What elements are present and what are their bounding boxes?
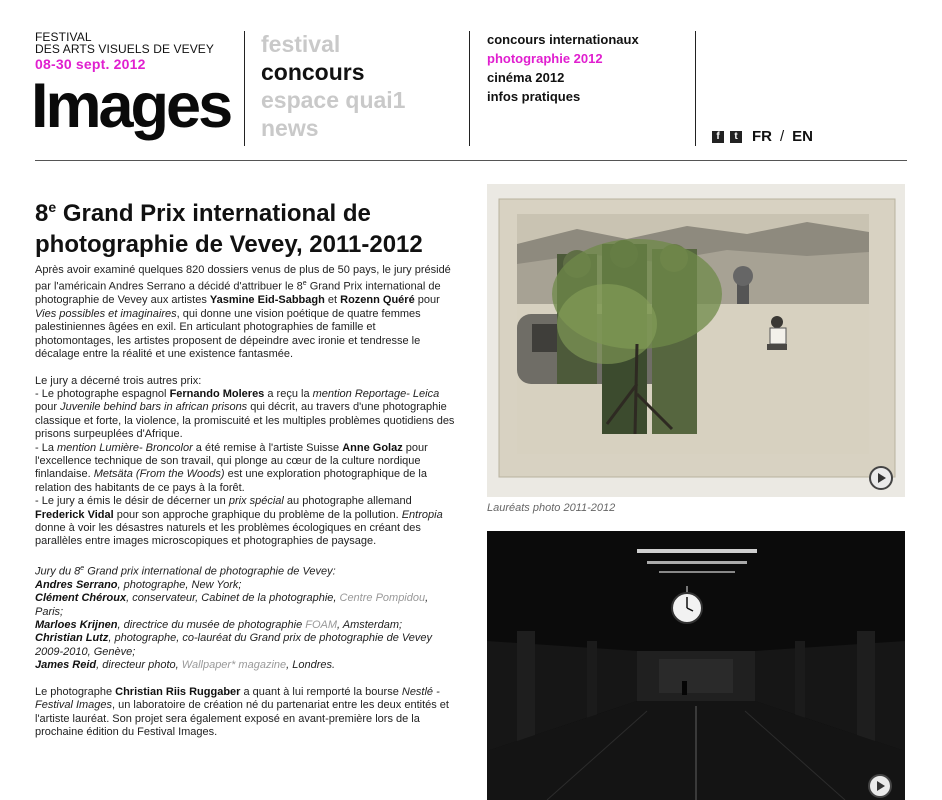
prize-leica: - Le photographe espagnol Fernando Moleres a reçu la mention Reportage- Leica pour Juvenile behind bars in african prisons qui décrit, au travers d'une photographie classique et forte, la violence, la promiscuité et les multiples problèmes quotidiens des prisons surpeuplées d'Afrique. bbox=[35, 387, 455, 441]
jury-member: Clément Chéroux, conservateur, Cabinet de la photographie, Centre Pompidou, Paris; bbox=[35, 592, 429, 618]
social-and-language bbox=[712, 128, 813, 145]
subnav-concours-internationaux[interactable]: concours internationaux bbox=[487, 32, 639, 47]
festival-dates: 08-30 sept. 2012 bbox=[35, 56, 146, 72]
lang-separator: / bbox=[780, 128, 785, 145]
header-divider bbox=[695, 31, 696, 146]
jury-list bbox=[35, 562, 457, 673]
festival-full-name: DES ARTS VISUELS DE VEVEY bbox=[35, 42, 215, 56]
header-rule bbox=[35, 160, 907, 161]
festival-label: FESTIVAL bbox=[35, 30, 92, 44]
facebook-icon[interactable]: f bbox=[712, 131, 724, 143]
prize-special: - Le jury a émis le désir de décerner un prix spécial au photographe allemand Frederick Vidal pour son approche graphique du problème de la pollution. Entropia donne à voir les désastres naturels et les problèmes écologiques en créant des parallèles entre images microscopiques et photographies de paysage. bbox=[35, 495, 443, 548]
nav-concours[interactable]: concours bbox=[261, 59, 365, 85]
link-foam[interactable]: FOAM bbox=[305, 619, 338, 632]
prize-broncolor: - La mention Lumière- Broncolor a été remise à l'artiste Suisse Anne Golaz pour l'excellence technique de son travail, qui plonge au cœur de la culture nordique finlandaise. Metsäta (From the Woods) est une exploration photographique de la relation des habitants de ce pays à la forêt. bbox=[35, 441, 428, 494]
article-body bbox=[35, 264, 457, 739]
lang-fr-link[interactable]: FR bbox=[752, 128, 772, 145]
laureates-photo[interactable] bbox=[487, 184, 905, 497]
subnav-infos-pratiques[interactable]: infos pratiques bbox=[487, 89, 581, 104]
twitter-icon[interactable]: t bbox=[730, 131, 742, 143]
nav-espace-quai1[interactable]: espace quai1 bbox=[261, 87, 406, 113]
header-divider bbox=[244, 31, 245, 146]
photomontage-image bbox=[487, 184, 905, 497]
main-nav bbox=[261, 30, 405, 142]
jury-member: Christian Lutz, photographe, co-lauréat du Grand prix de photographie de Vevey 2009-2010, Genève; bbox=[35, 632, 433, 658]
subnav-photographie-2012[interactable]: photographie 2012 bbox=[487, 51, 603, 66]
intro-paragraph: Après avoir examiné quelques 820 dossiers venus de plus de 50 pays, le jury présidé par l'américain Andres Serrano a décidé d'attribuer le 8e Grand Prix international de photographie de Vevey aux artistes Yasmine Eid-Sabbagh et Rozenn Quéré pour Vies possibles et imaginaires, qui donne une vision poétique de quatre femmes palestiniennes âgées en exil. En articulant photographies de famille et photomontages, les artistes proposent de dépeindre avec ironie et tendresse le décalage entre la réalité et une existence fantasmée. bbox=[35, 264, 451, 361]
play-icon[interactable] bbox=[869, 466, 893, 490]
nav-news[interactable]: news bbox=[261, 115, 319, 141]
play-icon[interactable] bbox=[868, 774, 892, 798]
nestle-paragraph: Le photographe Christian Riis Ruggaber a quant à lui remporté la bourse Nestlé - Festival Images, un laboratoire de création né du partenariat entre les deux entités et l'artiste lauréat. Son projet sera également exposé en avant-première lors de la prochaine édition du Festival Images. bbox=[35, 685, 449, 738]
link-centre-pompidou[interactable]: Centre Pompidou bbox=[339, 592, 426, 605]
lang-en-link[interactable]: EN bbox=[792, 128, 814, 145]
nav-festival[interactable]: festival bbox=[261, 31, 341, 57]
subnav-cinema-2012[interactable]: cinéma 2012 bbox=[487, 70, 565, 85]
hallway-photo[interactable] bbox=[487, 531, 905, 800]
jury-member: James Reid, directeur photo, Wallpaper* magazine, Londres. bbox=[35, 659, 336, 672]
jury-member: Marloes Krijnen, directrice du musée de photographie FOAM, Amsterdam; bbox=[35, 619, 403, 632]
hallway-image bbox=[487, 531, 905, 800]
header-divider bbox=[469, 31, 470, 146]
other-prizes-heading: Le jury a décerné trois autres prix: bbox=[35, 374, 202, 387]
page-title: 8e Grand Prix international de photographie de Vevey, 2011-2012 bbox=[35, 199, 423, 258]
link-wallpaper-magazine[interactable]: Wallpaper* magazine bbox=[181, 659, 287, 672]
jury-member: Andres Serrano, photographe, New York; bbox=[35, 578, 242, 591]
images-logo[interactable]: Images bbox=[31, 71, 231, 141]
photo-caption: Lauréats photo 2011-2012 bbox=[487, 502, 616, 514]
jury-heading: Jury du 8e Grand prix international de photographie de Vevey: bbox=[35, 564, 336, 578]
sub-nav bbox=[487, 30, 639, 106]
